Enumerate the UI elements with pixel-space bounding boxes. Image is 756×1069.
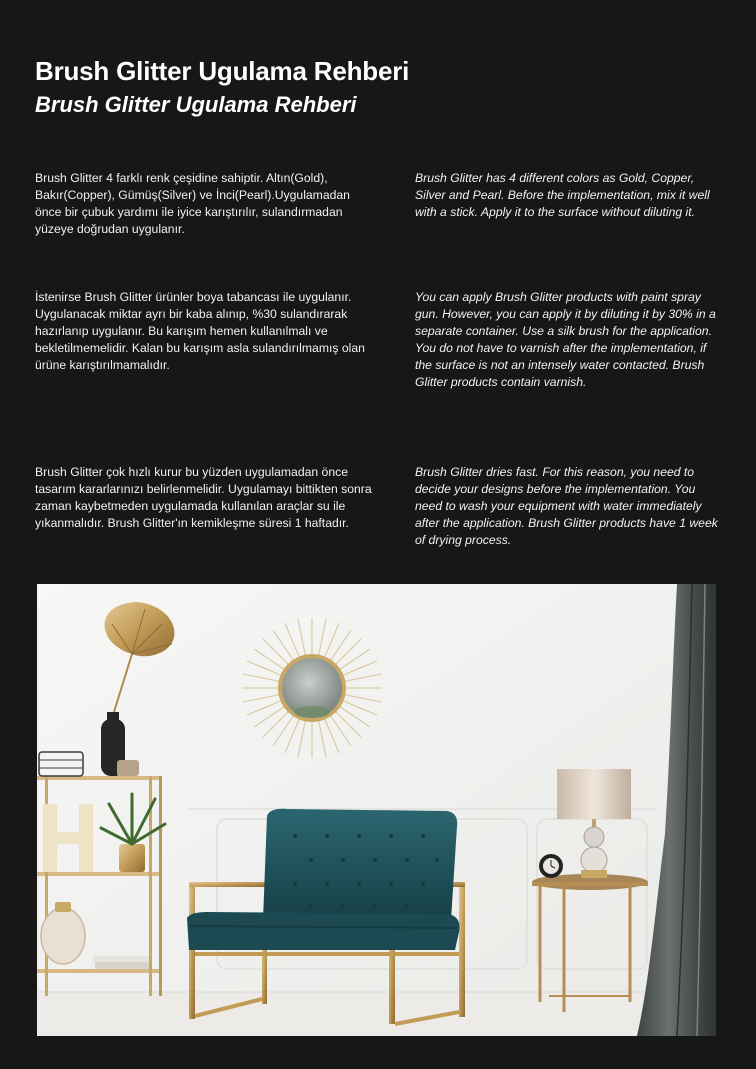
section-2-turkish-text: İstenirse Brush Glitter ürünler boya tabancası ile uygulanır. Uygulanacak miktar ayrı bir kaba alınıp, %30 sulandırarak hazırlanıp uygulanır. Bu karışım hemen kullanılmalı ve bekletilmemelidir. Kalan bu karışım asla sulandırılmamış olan ürüne karıştırılmamalıdır.	[35, 290, 365, 372]
section-3-english-text: Brush Glitter dries fast. For this reason, you need to decide your designs before the implementation. You need to wash your equipment with water immediately after the application. Brush Glitter products have 1 week of drying process.	[415, 465, 718, 547]
page-subtitle: Brush Glitter Ugulama Rehberi	[35, 92, 357, 117]
section-3-turkish-text: Brush Glitter çok hızlı kurur bu yüzden uygulamadan önce tasarım kararlarınızı belirlenmelidir. Uygulamayı bittikten sonra zaman kaybetmeden uygulamada kullanılan araçlar su ile yıkanmalıdır. Brush Glitter'ın kemikleşme süresi 1 haftadır.	[35, 465, 372, 530]
section-1-english-text: Brush Glitter has 4 different colors as Gold, Copper, Silver and Pearl. Before the implementation, mix it well with a stick. Apply it to the surface without diluting it.	[415, 171, 710, 219]
page-title: Brush Glitter Ugulama Rehberi	[35, 56, 410, 86]
interior-photo	[37, 584, 716, 1036]
interior-illustration	[37, 584, 716, 1036]
sunburst-mirror	[242, 618, 382, 758]
section-1-turkish-text: Brush Glitter 4 farklı renk çeşidine sahiptir. Altın(Gold), Bakır(Copper), Gümüş(Silver) ve İnci(Pearl).Uygulamadan önce bir çubuk yardımı ile iyice karıştırılır, sulandırmadan yüzeye doğrudan uygulanır.	[35, 171, 350, 236]
floor	[37, 992, 716, 1036]
section-2-english-text: You can apply Brush Glitter products with paint spray gun. However, you can apply it by diluting it by 30% in a separate container. Use a silk brush for the application. You do not have to varnish after the implementation, if the surface is not an intensely water contacted. Brush Glitter products contain varnish.	[415, 290, 716, 389]
